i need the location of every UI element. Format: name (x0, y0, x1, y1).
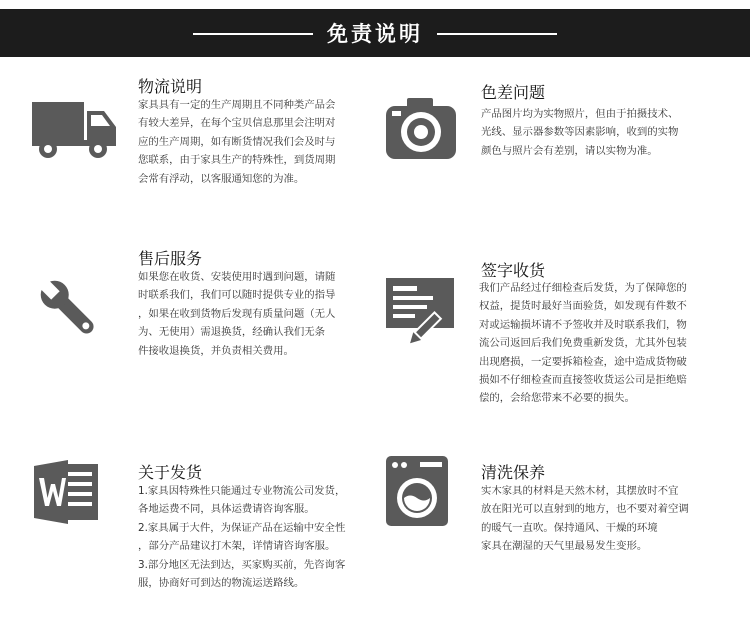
section-title: 色差问题 (481, 83, 546, 102)
text-line: 光线、显示器参数等因素影响，收到的实物 (481, 126, 679, 139)
text-line: 时联系我们，我们可以随时提供专业的指导 (138, 289, 336, 302)
text-line: 应的生产周期，如有断货情况我们会及时与 (138, 135, 336, 148)
section-text (138, 268, 335, 360)
text-line: 偿的，会给您带来不必要的损失。 (479, 392, 635, 405)
text-line: 对或运输损坏请不予签收并及时联系我们，物 (479, 318, 687, 331)
section-text (138, 96, 335, 188)
text-line: 产品图片均为实物照片，但由于拍摄技术、 (481, 108, 679, 120)
sign-document-icon (384, 276, 460, 352)
truck-icon (32, 97, 118, 165)
section-title: 物流说明 (138, 77, 203, 96)
text-line: ，如果在收到货物后发现有质量问题（无人 (138, 307, 336, 320)
section-text (481, 482, 689, 556)
text-line: 有较大差异，在每个宝贝信息那里会注明对 (138, 117, 336, 130)
text-line: 放在阳光可以直射到的地方，也不要对着空调 (481, 503, 689, 516)
text-line: 为、无使用）需退换货，经确认我们无条 (138, 326, 326, 339)
section-text (138, 482, 345, 592)
text-line: 损如不仔细检查而直接签收货运公司是拒绝赔 (479, 374, 687, 387)
section-title: 清洗保养 (481, 463, 546, 482)
text-line: 3.部分地区无法到达，买家购买前，先咨询客 (138, 558, 346, 571)
text-line: 出现磨损，一定要拆箱检查，途中造成货物破 (479, 355, 687, 368)
text-line: 会常有浮动，以客服通知您的为准。 (138, 172, 305, 185)
text-line: 1.家具因特殊性只能通过专业物流公司发货， (138, 485, 346, 497)
text-line: 我们产品经过仔细检查后发货，为了保障您的 (479, 282, 687, 294)
text-line: 各地运费不同，具体运费请咨询客服。 (138, 503, 315, 516)
text-line: 实木家具的材料是天然木材，其摆放时不宜 (481, 485, 679, 497)
text-line: 服，协商好可到达的物流运送路线。 (138, 577, 305, 590)
text-line: 的暖气一直吹。保持通风、干燥的环境 (481, 521, 658, 534)
text-line: ，部分产品建议打木架，详情请咨询客服。 (138, 540, 336, 553)
section-text (481, 105, 678, 160)
text-line: 家具具有一定的生产周期且不同种类产品会 (138, 99, 336, 111)
word-document-icon (34, 458, 100, 530)
text-line: 如果您在收货、安装使用时遇到问题，请随 (138, 271, 336, 283)
text-line: 权益，提货时最好当面验货，如发现有件数不 (479, 300, 687, 313)
wrench-icon (36, 276, 106, 350)
text-line: 您联系，由于家具生产的特殊性，到货周期 (138, 154, 336, 167)
section-title: 签字收货 (481, 261, 546, 280)
section-text (479, 279, 687, 408)
page-title: 免责说明 (327, 22, 423, 46)
washing-machine-icon (384, 454, 452, 532)
text-line: 流公司返回后我们免费重新发货，尤其外包装 (479, 337, 687, 350)
header-right-rule (437, 33, 557, 35)
header-banner (0, 9, 750, 57)
text-line: 2.家具属于大件，为保证产品在运输中安全性 (138, 521, 346, 534)
section-title: 售后服务 (138, 249, 203, 268)
text-line: 家具在潮湿的天气里最易发生变形。 (481, 540, 648, 553)
text-line: 颜色与照片会有差别，请以实物为准。 (481, 144, 658, 157)
section-title: 关于发货 (138, 463, 203, 482)
text-line: 件接收退换货，并负责相关费用。 (138, 344, 294, 357)
camera-icon (385, 97, 457, 165)
